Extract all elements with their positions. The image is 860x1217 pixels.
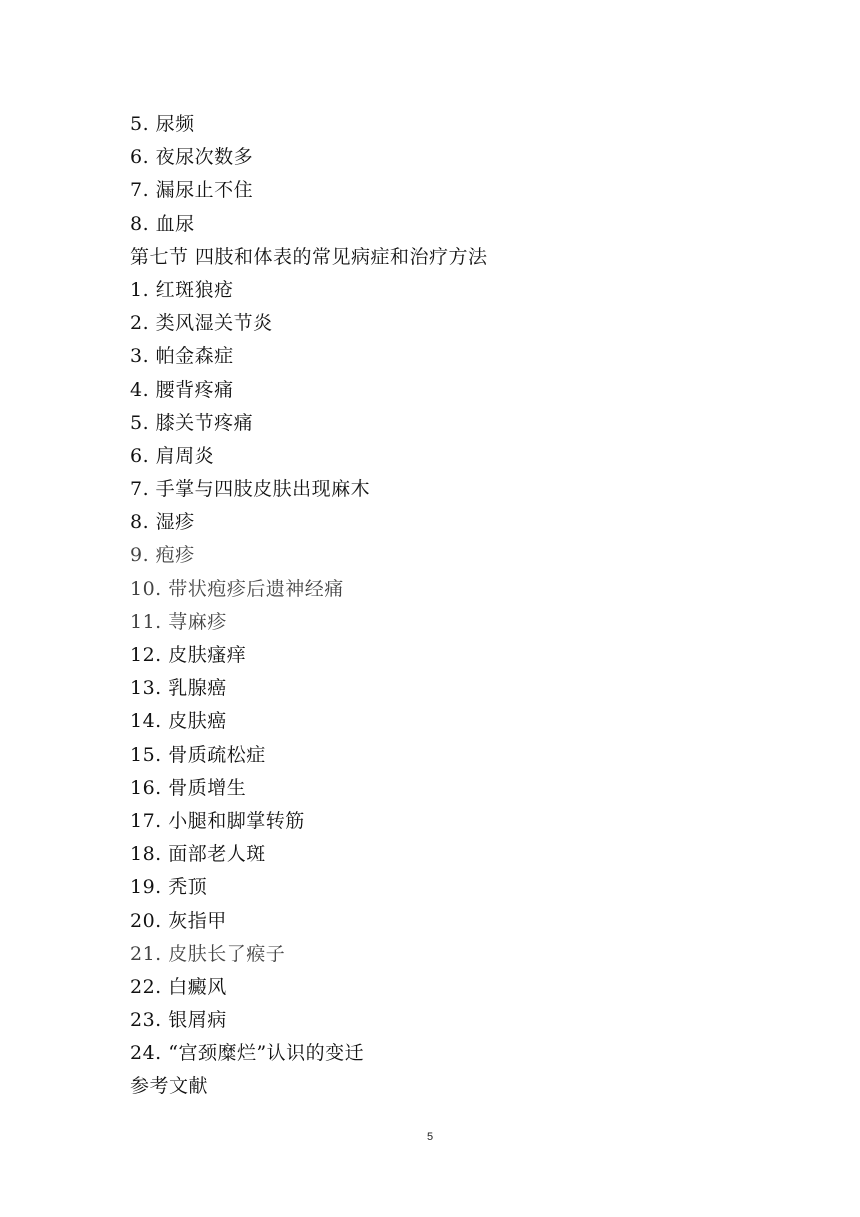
toc-item: 8. 湿疹: [130, 511, 195, 534]
toc-item: 5. 膝关节疼痛: [130, 411, 254, 434]
toc-item: 14. 皮肤癌: [130, 710, 227, 733]
toc-item: 7. 手掌与四肢皮肤出现麻木: [130, 478, 371, 501]
toc-item: 10. 带状疱疹后遗神经痛: [130, 577, 344, 600]
toc-item: 5. 尿频: [130, 113, 195, 135]
toc-item: 12. 皮肤瘙痒: [130, 644, 247, 666]
toc-item: 19. 秃顶: [130, 876, 208, 899]
toc-item: 23. 银屑病: [130, 1009, 227, 1032]
toc-item: 17. 小腿和脚掌转筋: [130, 809, 305, 832]
toc-item: 11. 荨麻疹: [130, 610, 227, 633]
toc-item: 3. 帕金森症: [130, 345, 234, 368]
toc-item: 20. 灰指甲: [130, 909, 227, 932]
page-number: 5: [426, 1131, 434, 1143]
toc-item: 13. 乳腺癌: [130, 677, 227, 700]
toc-item: 2. 类风湿关节炎: [130, 312, 273, 335]
toc-item: 18. 面部老人斑: [130, 843, 266, 866]
toc-item: 9. 疱疹: [130, 544, 195, 567]
toc-references: 参考文献: [130, 1075, 209, 1098]
toc-item: 7. 漏尿止不住: [130, 179, 254, 202]
toc-item: 16. 骨质增生: [130, 776, 247, 799]
toc-item: 1. 红斑狼疮: [130, 278, 234, 301]
toc-section-heading: 第七节 四肢和体表的常见病症和治疗方法: [130, 245, 488, 268]
table-of-contents: [130, 108, 730, 1104]
toc-item: 6. 肩周炎: [130, 444, 215, 467]
toc-item: 15. 骨质疏松症: [130, 743, 266, 766]
toc-item: 4. 腰背疼痛: [130, 378, 234, 401]
toc-item: 24. “宫颈糜烂”认识的变迁: [130, 1042, 365, 1065]
toc-item: 6. 夜尿次数多: [130, 146, 254, 169]
toc-item: 8. 血尿: [130, 212, 195, 235]
toc-item: 21. 皮肤长了瘊子: [130, 942, 286, 965]
toc-item: 22. 白癜风: [130, 975, 227, 998]
